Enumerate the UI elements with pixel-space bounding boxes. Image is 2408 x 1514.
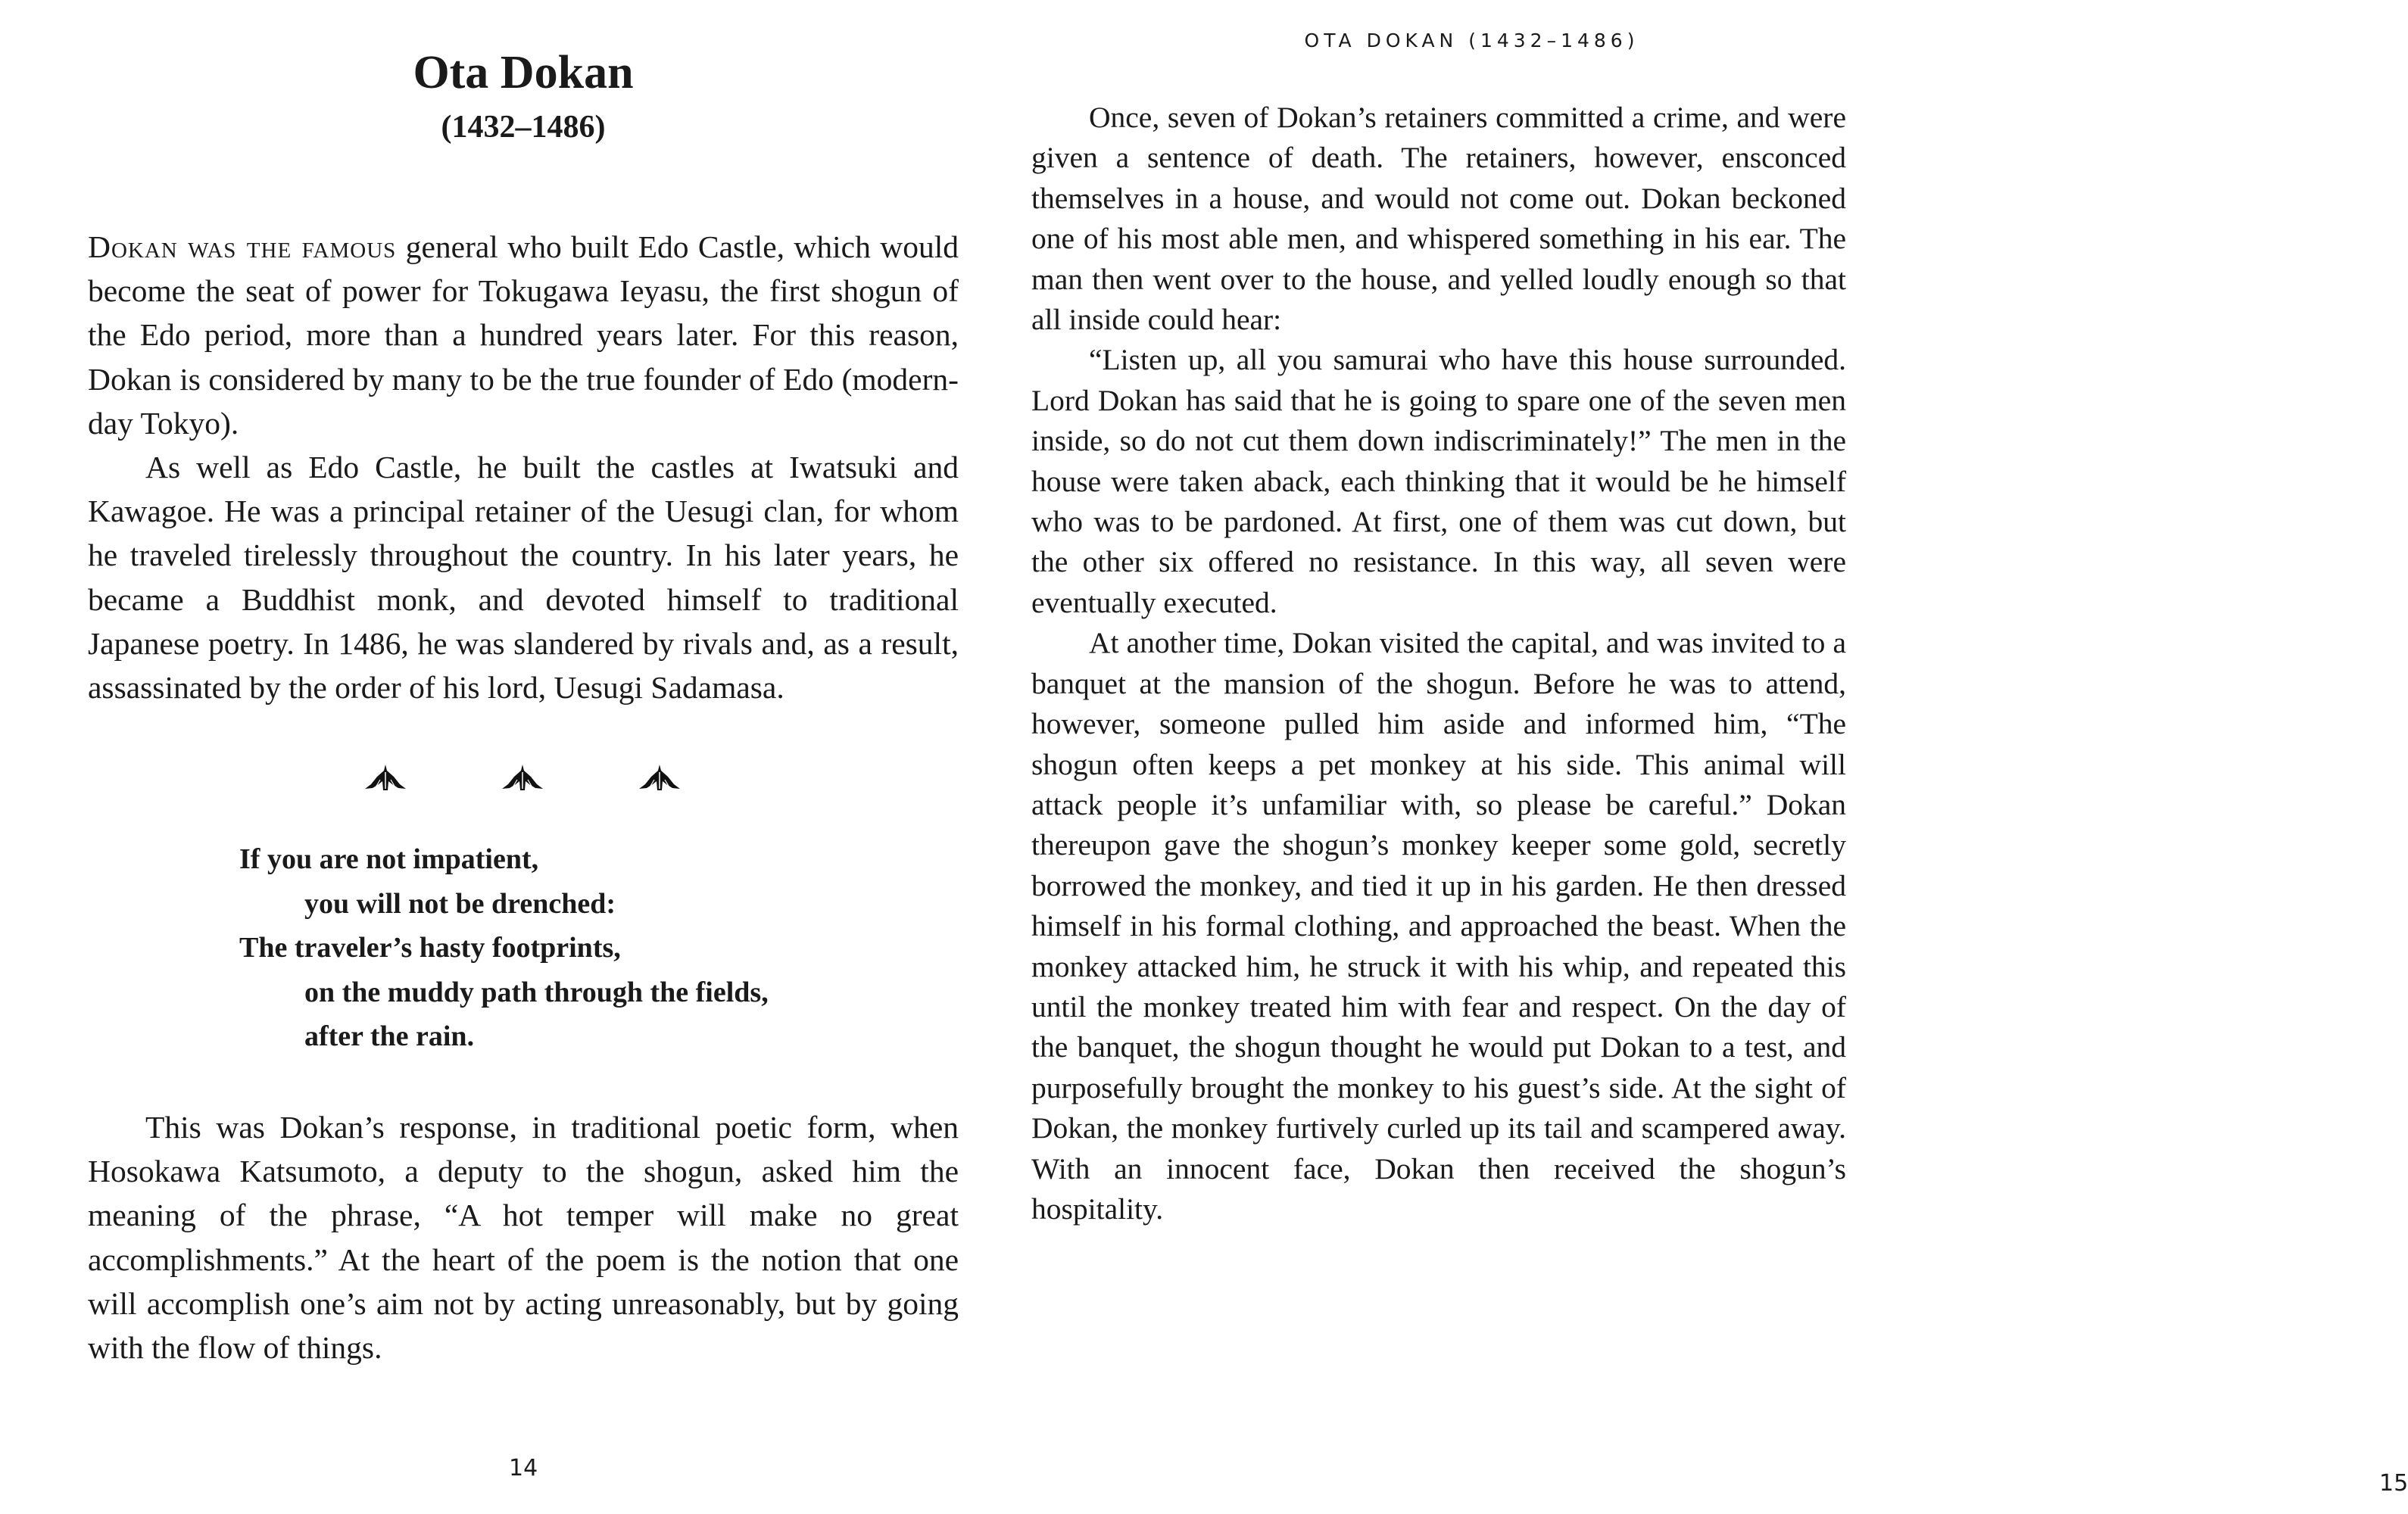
- section-break-ornaments: [363, 763, 682, 793]
- commentary-paragraph: This was Dokan’s response, in traditional poetic form, when Hosokawa Katsumoto, a deputy to the shogun, asked him the meaning of the phrase, “A hot temper will make no great accomplishments.” At the heart of the poem is the notion that one will accomplish one’s aim not by acting unreasonably, but by going with the flow of things.: [88, 1110, 959, 1366]
- samurai-speech-paragraph: “Listen up, all you samurai who have this house surrounded. Lord Dokan has said that he is going to spare one of the seven men inside, so do not cut them down indiscriminately!” The men in the house were taken aback, each thinking that it would be he himself who was to be pardoned. At first, one of them was cut down, but the other six offered no resistance. In this way, all seven were eventually executed.: [1031, 343, 1846, 619]
- retainers-paragraph: Once, seven of Dokan’s retainers committed a crime, and were given a sentence of death. The retainers, however, ensconced themselves in a house, and would not come out. Dokan beckoned one of his most able men, and whispered something in his ear. The man then went over to the house, and yelled loudly enough so that all inside could hear:: [1031, 101, 1846, 337]
- poem-line: on the muddy path through the fields,: [304, 976, 769, 1008]
- intro-paragraph-rest: general who built Edo Castle, which would become the seat of power for Tokugawa Ieyasu, the first shogun of the Edo period, more than a hundred years later. For this reason, Dokan is considered by many to be the true founder of Edo (modern-day Tokyo).: [88, 229, 959, 441]
- intro-smallcaps-lead: Dokan was the famous: [88, 229, 397, 264]
- anecdotes-text-block: [1031, 98, 1846, 1229]
- three-pine-ornament-icon: [501, 763, 544, 792]
- intro-text-block: [88, 225, 959, 709]
- intro-paragraph: [88, 225, 959, 445]
- monkey-paragraph: At another time, Dokan visited the capital, and was invited to a banquet at the mansion of the shogun. Before he was to attend, however, someone pulled him aside and informed him, “The shogun often keeps a pet monkey at his side. This animal will attack people it’s unfamiliar with, so please be careful.” Dokan thereupon gave the shogun’s monkey keeper some gold, secretly borrowed the monkey, and tied it up in his garden. He then dressed himself in his formal clothing, and approached the beast. When the monkey attacked him, he struck it with his whip, and repeated this until the monkey treated him with fear and respect. On the day of the banquet, the shogun thought he would put Dokan to a test, and purposefully brought the monkey to his guest’s side. At the sight of Dokan, the monkey furtively curled up its tail and scampered away. With an innocent face, Dokan then received the shogun’s hospitality.: [1031, 626, 1846, 1226]
- poem-line: you will not be drenched:: [304, 887, 616, 920]
- three-pine-ornament-icon: [363, 763, 407, 792]
- page-number: 15: [2379, 1470, 2408, 1497]
- poem-line: after the rain.: [304, 1020, 475, 1052]
- biography-paragraph: As well as Edo Castle, he built the castles at Iwatsuki and Kawagoe. He was a principal retainer of the Uesugi clan, for whom he traveled tirelessly throughout the country. In his later years, he became a Buddhist monk, and devoted himself to traditional Japanese poetry. In 1486, he was slandered by rivals and, as a result, assassinated by the order of his lord, Uesugi Sadamasa.: [88, 450, 959, 706]
- poem-line: The traveler’s hasty footprints,: [239, 932, 621, 964]
- poem-line: If you are not impatient,: [239, 843, 539, 875]
- left-page: [0, 0, 961, 1514]
- right-page: [961, 0, 2408, 1514]
- page-number: 14: [509, 1455, 538, 1481]
- three-pine-ornament-icon: [638, 763, 682, 792]
- chapter-title: Ota Dokan: [413, 47, 634, 98]
- poem: [239, 837, 921, 1059]
- chapter-dates: (1432–1486): [441, 110, 606, 145]
- commentary-text-block: [88, 1105, 959, 1369]
- running-head: OTA DOKAN (1432–1486): [1304, 30, 1639, 51]
